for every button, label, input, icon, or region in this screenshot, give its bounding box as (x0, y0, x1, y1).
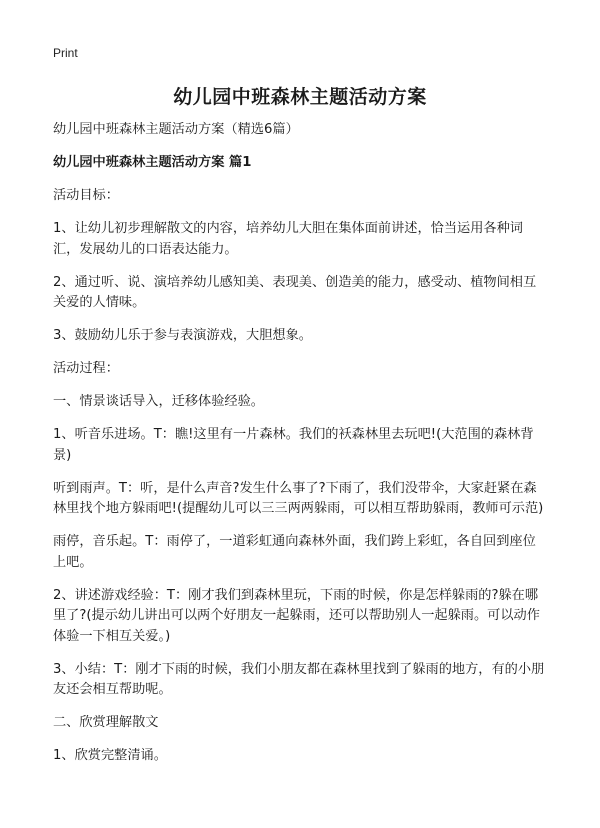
paragraph: 1、让幼儿初步理解散文的内容，培养幼儿大胆在集体面前讲述，恰当运用各种词汇，发展幼儿的口语表达能力。 (53, 221, 523, 257)
paragraph: 2、讲述游戏经验：T：刚才我们到森林里玩，下雨的时候，你是怎样躲雨的?躲在哪里了?(提示幼儿讲出可以两个好朋友一起躲雨，还可以帮助别人一起躲雨。可以动作体验一下相互关爱。) (53, 587, 540, 644)
document-title: 幼儿园中班森林主题活动方案 (173, 86, 427, 108)
paragraph: 雨停，音乐起。T：雨停了，一道彩虹通向森林外面，我们跨上彩虹，各自回到座位上吧。 (53, 534, 536, 570)
paragraph: 2、通过听、说、演培养幼儿感知美、表现美、创造美的能力，感受动、植物间相互关爱的人情味。 (53, 274, 537, 310)
print-link[interactable]: Print (53, 46, 78, 60)
paragraph: 活动过程： (53, 361, 119, 376)
doc-subtitle: 幼儿园中班森林主题活动方案（精选6篇） (53, 122, 299, 137)
paragraph: 1、听音乐进场。T：瞧!这里有一片森林。我们的袄森林里去玩吧!(大范围的森林背景) (53, 427, 534, 463)
paragraph: 一、情景谈话导入，迁移体验经验。 (53, 394, 264, 409)
section-heading: 幼儿园中班森林主题活动方案 篇1 (53, 155, 252, 170)
paragraph: 二、欣赏理解散文 (53, 715, 159, 730)
paragraph: 3、鼓励幼儿乐于参与表演游戏，大胆想象。 (53, 328, 312, 343)
paragraph: 3、小结：T：刚才下雨的时候，我们小朋友都在森林里找到了躲雨的地方，有的小朋友还会相互帮助呢。 (53, 661, 545, 697)
paragraph: 1、欣赏完整清诵。 (53, 748, 167, 763)
paragraph: 活动目标： (53, 188, 119, 203)
document-body (53, 120, 548, 779)
paragraph: 听到雨声。T：听，是什么声音?发生什么事了?下雨了，我们没带伞，大家赶紧在森林里找个地方躲雨吧!(提醒幼儿可以三三两两躲雨，可以相互帮助躲雨，教师可示范) (53, 480, 544, 516)
